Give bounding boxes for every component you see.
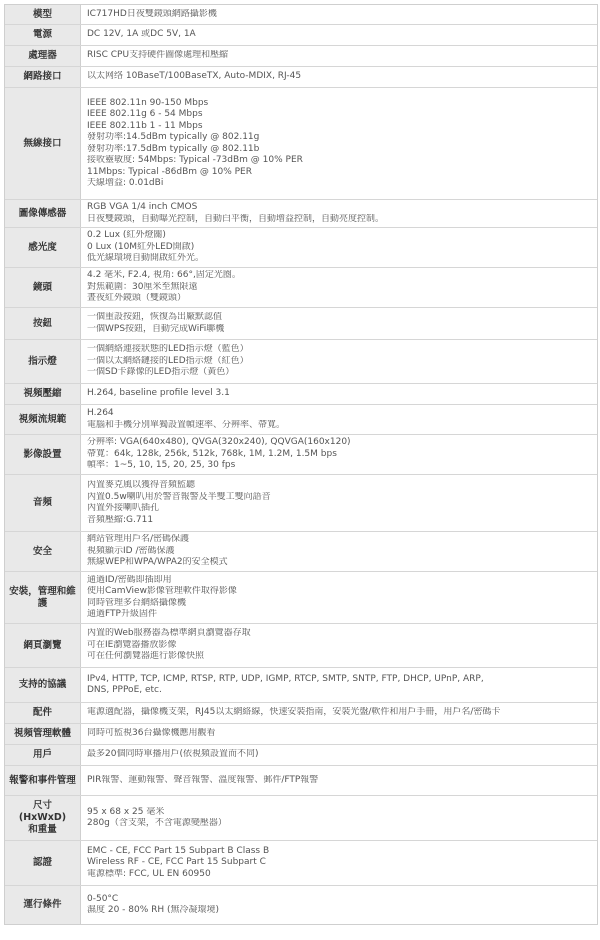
spec-value-line: H.264, baseline profile level 3.1 [87, 388, 230, 399]
spec-row [5, 5, 597, 25]
spec-value [81, 46, 597, 66]
spec-value-line: 接收靈敏度: 54Mbps: Typical -73dBm @ 10% PER [87, 155, 303, 165]
spec-value-line: 音頻壓縮:G.711 [87, 514, 154, 525]
spec-value [81, 25, 597, 45]
spec-value-line: 以太网络 10BaseT/100BaseTX, Auto-MDIX, RJ-45 [87, 71, 302, 82]
spec-value [81, 88, 597, 199]
spec-row [5, 886, 597, 924]
spec-row [5, 841, 597, 886]
spec-value [81, 766, 597, 795]
spec-value-line: H.264 [87, 408, 114, 418]
spec-value-line: 0 Lux (10M紅外LED開啟) [87, 241, 195, 252]
spec-value [81, 405, 597, 434]
spec-value-line: 對焦範圍：30厘米至無限遠 [87, 281, 198, 292]
spec-value-line: 發射功率:17.5dBm typically @ 802.11b [87, 143, 260, 154]
spec-label: 運行條件 [5, 886, 81, 924]
spec-row [5, 200, 597, 228]
spec-value-line: 一個以太網絡鏈接的LED指示燈（紅色） [87, 355, 249, 366]
spec-value [81, 228, 597, 267]
spec-row [5, 796, 597, 841]
spec-row [5, 88, 597, 200]
spec-label: 視頻流規範 [5, 405, 81, 434]
spec-value-line: 0.2 Lux (紅外燈關) [87, 230, 166, 241]
spec-value-line: 內置的Web服務器為標準網頁瀏覽器存取 [87, 628, 251, 639]
spec-value-line: 電腦和手機分別單獨設置幀速率、分辨率、帶寬。 [87, 419, 286, 430]
spec-row [5, 745, 597, 766]
spec-value-line: IEEE 802.11b 1 - 11 Mbps [87, 120, 203, 131]
spec-label: 音頻 [5, 475, 81, 531]
spec-value [81, 67, 597, 87]
spec-value-line: 使用CamView影像管理軟件取得影像 [87, 586, 237, 596]
spec-row [5, 532, 597, 572]
spec-value-line: 幀率：1~5, 10, 15, 20, 25, 30 fps [87, 460, 236, 471]
spec-row [5, 703, 597, 724]
spec-value-line: 濕度 20 - 80% RH (無冷凝環境) [87, 905, 220, 915]
spec-label: 安裝，管理和維護 [5, 572, 81, 623]
spec-row [5, 46, 597, 67]
spec-value [81, 435, 597, 474]
spec-row [5, 435, 597, 475]
spec-label: 圖像傳感器 [5, 200, 81, 227]
spec-label: 鏡頭 [5, 268, 81, 307]
spec-value [81, 532, 597, 571]
spec-value-line: 帶寬：64k, 128k, 256k, 512k, 768k, 1M, 1.2M, 1.5M bps [87, 448, 337, 459]
spec-value-line: 天線增益: 0.01dBi [87, 178, 164, 188]
spec-label: 報警和事件管理 [5, 766, 81, 795]
spec-value [81, 340, 597, 383]
spec-value [81, 268, 597, 307]
spec-value-line: 晝夜紅外鏡頭（雙鏡頭） [87, 293, 187, 304]
spec-label: 視頻壓縮 [5, 384, 81, 404]
spec-value [81, 703, 597, 723]
spec-row [5, 384, 597, 405]
spec-value-line: RGB VGA 1/4 inch CMOS [87, 202, 198, 212]
spec-value-line: 11Mbps: Typical -86dBm @ 10% PER [87, 166, 252, 177]
spec-value-line: Wireless RF - CE, FCC Part 15 Subpart C [87, 857, 266, 868]
spec-value-line: 同時管理多台網絡攝像機 [87, 597, 187, 608]
spec-value [81, 572, 597, 623]
spec-value [81, 308, 597, 339]
spec-label: 認證 [5, 841, 81, 885]
spec-label: 安全 [5, 532, 81, 571]
spec-label: 電源 [5, 25, 81, 45]
spec-value [81, 475, 597, 531]
spec-value [81, 200, 597, 227]
spec-value-line: 4.2 毫米, F2.4, 視角: 66°,固定光圈。 [87, 270, 241, 281]
spec-value-line: 一個WPS按鈕，自動完成WiFi聯機 [87, 323, 225, 334]
spec-label: 尺寸 (HxWxD) 和重量 [5, 796, 81, 840]
spec-value-line: 同時可監視36台攝像機應用觀看 [87, 728, 216, 739]
spec-label: 網頁瀏覽 [5, 624, 81, 667]
spec-value-line: 一個網絡連接狀態的LED指示燈（藍色） [87, 344, 249, 355]
spec-value-line: 網站管理用戶名/密碼保護 [87, 534, 190, 545]
spec-value-line: 一個重設按鈕，恢復為出廠默認值 [87, 312, 223, 322]
spec-label: 影像設置 [5, 435, 81, 474]
spec-value-line: 發射功率:14.5dBm typically @ 802.11g [87, 132, 260, 142]
spec-label: 處理器 [5, 46, 81, 66]
spec-value-line: DC 12V, 1A 或DC 5V, 1A [87, 29, 196, 40]
spec-row [5, 405, 597, 435]
spec-row [5, 475, 597, 532]
spec-value-line: 內置麥克風以獲得音頻監聽 [87, 480, 196, 490]
spec-value-line: IC717HD日夜雙鏡頭網路攝影機 [87, 8, 217, 19]
spec-label: 感光度 [5, 228, 81, 267]
spec-value-line: 電源適配器，攝像機支架，RJ45以太網絡線，快速安裝指南，安裝光盤/軟件和用戶手冊，用戶名/密碼卡 [87, 707, 501, 718]
spec-value-line: 0-50°C [87, 893, 119, 904]
spec-label: 視頻管理軟體 [5, 724, 81, 744]
spec-value-line: 280g（含支架，不含電源變壓器） [87, 818, 227, 828]
spec-table [4, 4, 598, 925]
spec-value-line: IEEE 802.11n 90-150 Mbps [87, 97, 209, 108]
spec-value-line: RISC CPU支持硬件圖像處理和壓縮 [87, 50, 229, 61]
spec-label: 按鈕 [5, 308, 81, 339]
spec-value [81, 668, 597, 702]
spec-value-line: 內置外接喇叭插孔 [87, 503, 160, 513]
spec-value-line: IEEE 802.11g 6 - 54 Mbps [87, 109, 203, 119]
spec-value [81, 796, 597, 840]
spec-label: 模型 [5, 5, 81, 24]
spec-value [81, 384, 597, 404]
spec-value-line: 通過ID/密碼即插即用 [87, 574, 172, 585]
spec-label: 用戶 [5, 745, 81, 765]
spec-value-line: 日夜雙鏡頭，自動曝光控制，自動白平衡，自動增益控制，自動亮度控制。 [87, 213, 385, 224]
spec-row [5, 668, 597, 703]
spec-value-line: DNS, PPPoE, etc. [87, 685, 162, 695]
spec-row [5, 67, 597, 88]
spec-row [5, 724, 597, 745]
spec-value [81, 624, 597, 667]
spec-value-line: IPv4, HTTP, TCP, ICMP, RTSP, RTP, UDP, IGMP, RTCP, SMTP, SNTP, FTP, DHCP, UPnP, ARP, [87, 673, 484, 684]
spec-value-line: 一個SD卡錄像的LED指示燈（黃色） [87, 367, 235, 378]
spec-value-line: 最多20個同時單播用戶(依視頻設置而不同) [87, 749, 259, 760]
spec-value [81, 886, 597, 924]
spec-value-line: 低光線環境自動開啟紅外光。 [87, 253, 205, 264]
spec-value-line: 內置0.5w喇叭用於警音報警及半雙工雙向語音 [87, 491, 271, 502]
spec-row [5, 228, 597, 268]
spec-value [81, 724, 597, 744]
spec-value-line: 可在任何瀏覽器進行影像快照 [87, 651, 205, 662]
spec-value-line: 電源標準: FCC, UL EN 60950 [87, 868, 211, 879]
spec-row [5, 766, 597, 796]
spec-value [81, 841, 597, 885]
spec-value [81, 745, 597, 765]
spec-label: 無線接口 [5, 88, 81, 199]
spec-row [5, 572, 597, 624]
spec-row [5, 25, 597, 46]
spec-row [5, 340, 597, 384]
spec-label: 支持的協議 [5, 668, 81, 702]
spec-row [5, 268, 597, 308]
spec-row [5, 308, 597, 340]
spec-row [5, 624, 597, 668]
spec-value-line: 通過FTP升級固件 [87, 609, 157, 619]
spec-label: 配件 [5, 703, 81, 723]
spec-value-line: 可在IE瀏覽器播放影像 [87, 639, 177, 650]
spec-value-line: EMC - CE, FCC Part 15 Subpart B Class B [87, 845, 270, 856]
spec-value-line: 95 x 68 x 25 毫米 [87, 806, 165, 817]
spec-label: 指示燈 [5, 340, 81, 383]
spec-value-line: 分辨率: VGA(640x480), QVGA(320x240), QQVGA(160x120) [87, 437, 351, 448]
spec-value [81, 5, 597, 24]
spec-value-line: PIR報警、運動報警、聲音報警、溫度報警、郵件/FTP報警 [87, 774, 319, 785]
spec-value-line: 視頻顯示ID /密碼保護 [87, 545, 175, 556]
spec-label: 網路接口 [5, 67, 81, 87]
spec-value-line: 無線WEP和WPA/WPA2的安全模式 [87, 557, 228, 568]
